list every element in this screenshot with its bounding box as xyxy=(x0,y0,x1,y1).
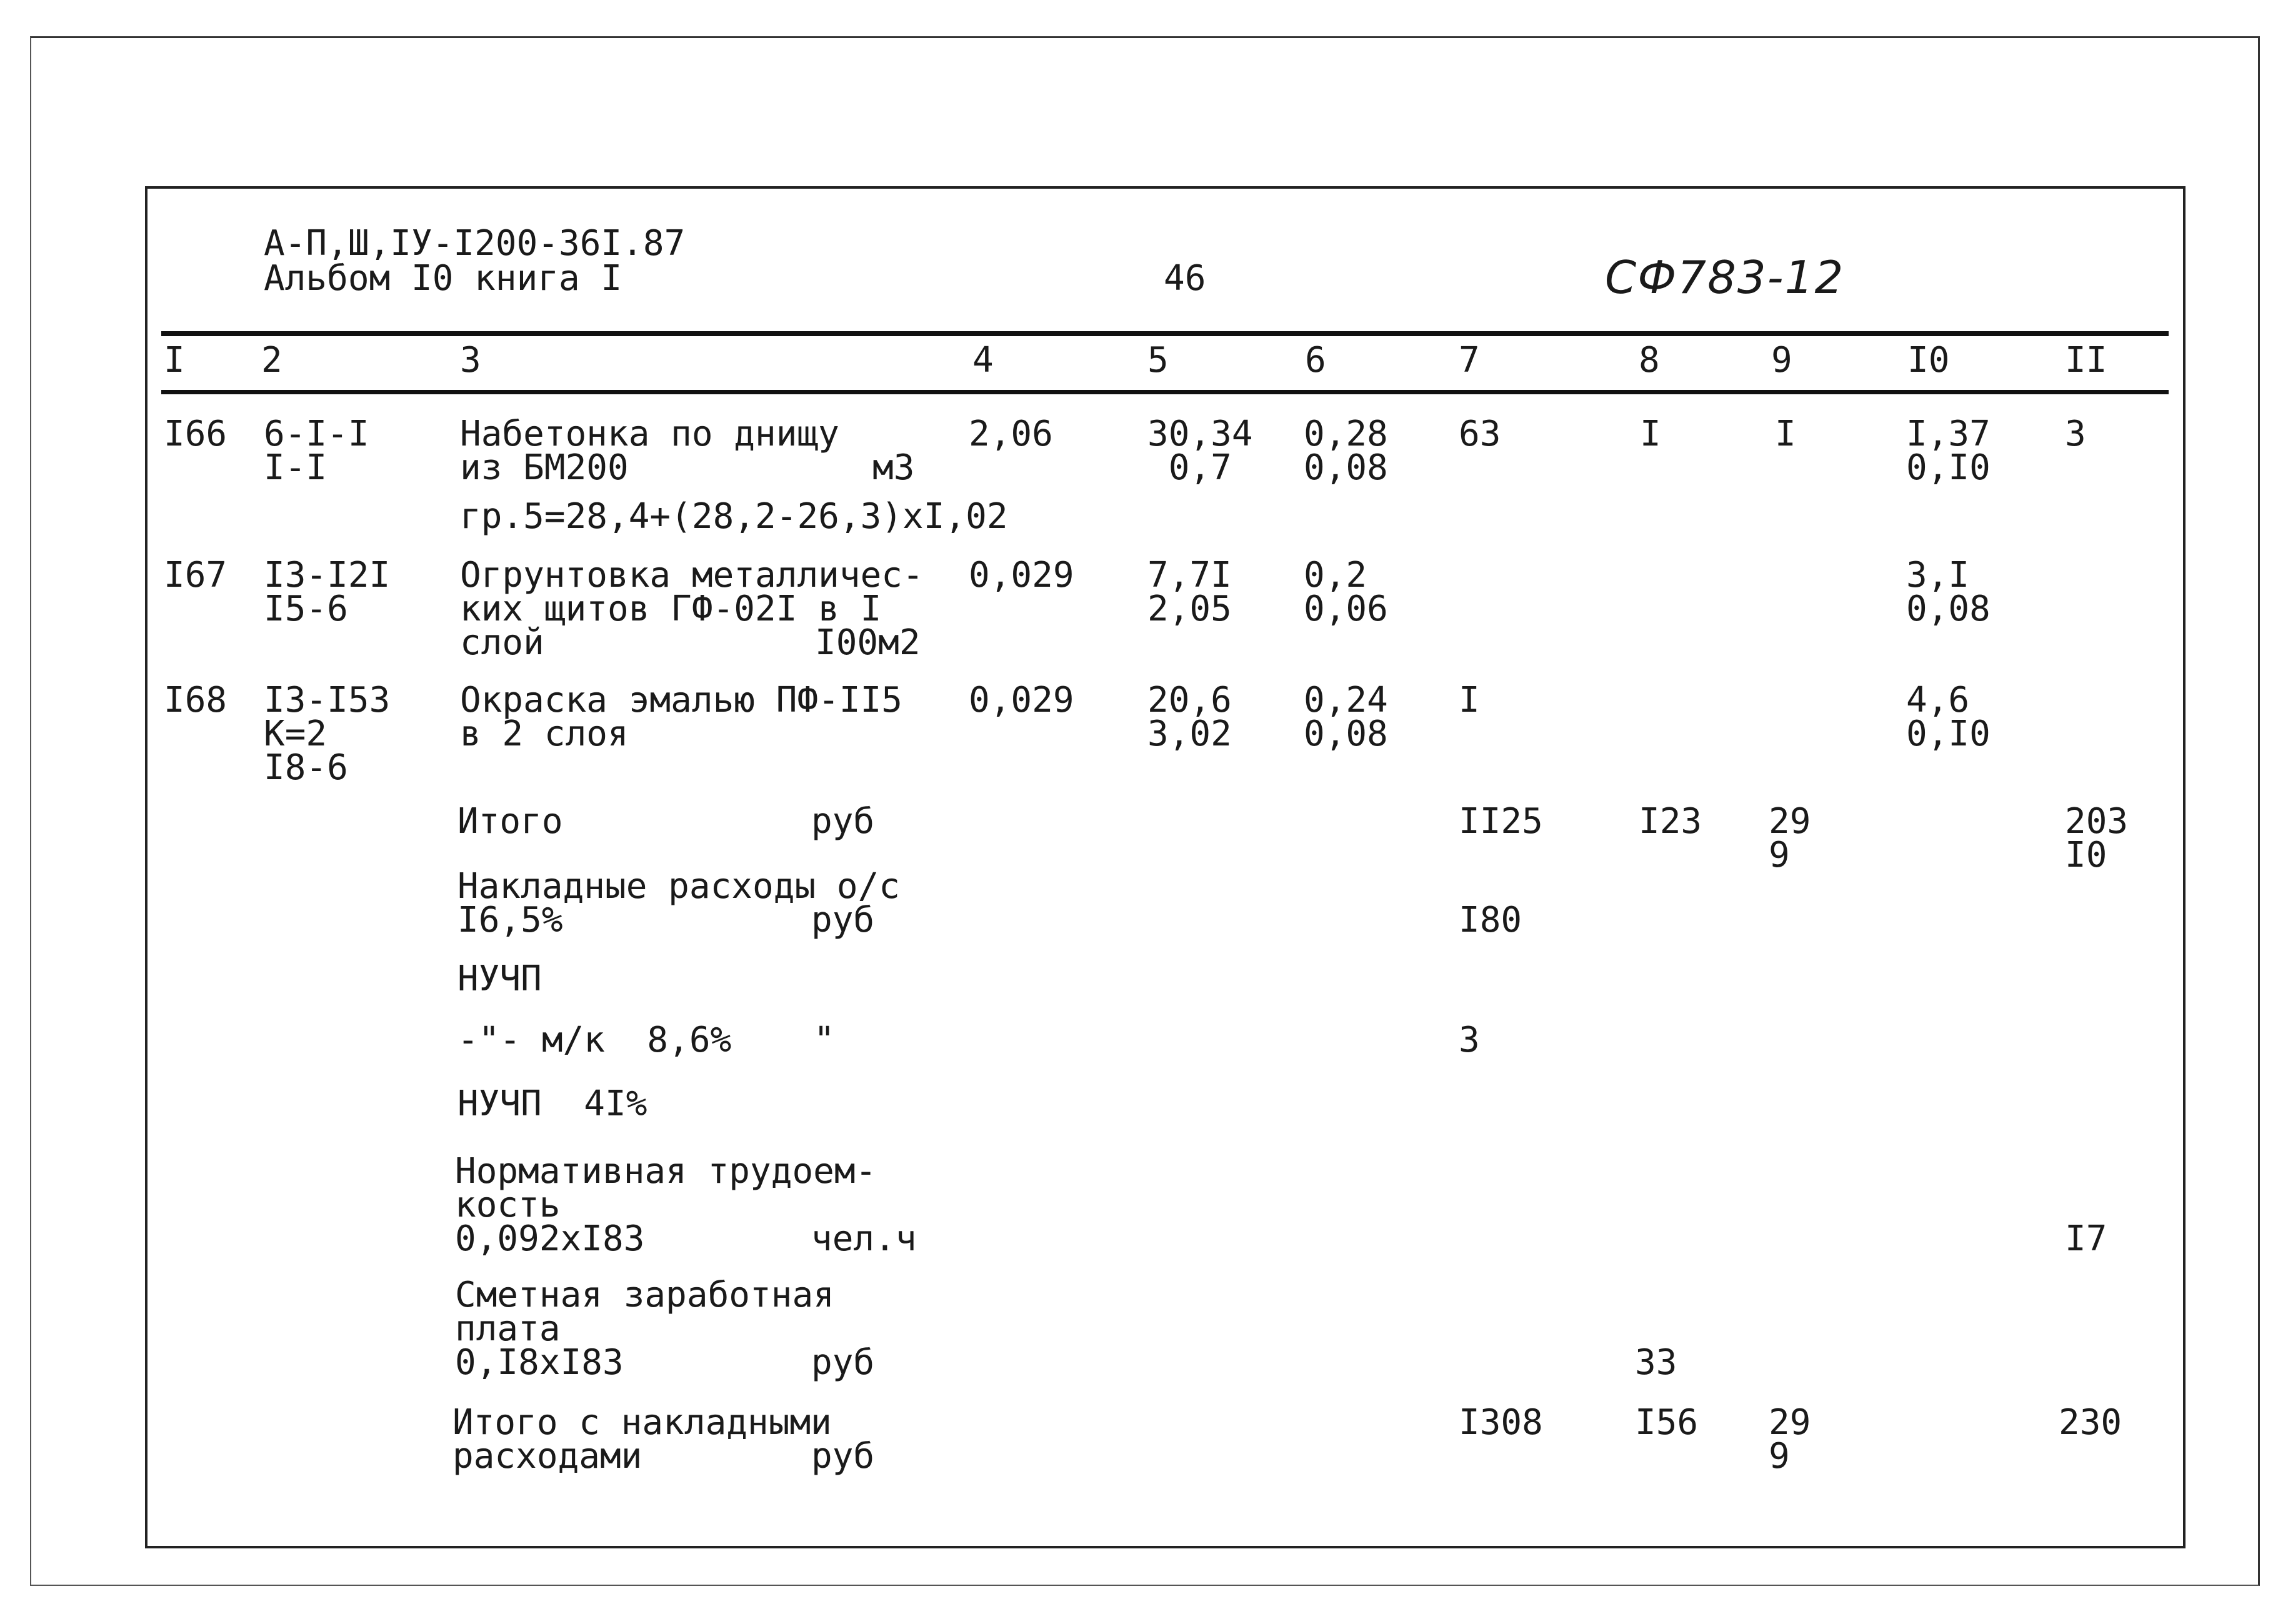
summary-label: Итого с накладными расходами xyxy=(452,1402,832,1477)
summary-unit: чел.ч xyxy=(811,1218,917,1259)
summary-label: Итого xyxy=(457,801,563,842)
row-col5: 30,34 0,7 xyxy=(1147,414,1253,488)
row-col6: 0,2 0,06 xyxy=(1304,555,1388,629)
header-rule-top xyxy=(161,331,2169,336)
doc-code: А-П,Ш,IУ-I200-36I.87 xyxy=(264,223,686,264)
summary-label: НУЧП 4I% xyxy=(457,1083,647,1124)
row-col8: I xyxy=(1640,414,1661,454)
row-unit: I00м2 xyxy=(815,622,921,663)
row-col6: 0,24 0,08 xyxy=(1304,680,1388,754)
row-formula: гр.5=28,4+(28,2-26,3)хI,02 xyxy=(460,496,1008,537)
row-unit: м3 xyxy=(872,447,915,488)
row-number: I66 xyxy=(164,414,227,454)
summary-col9: 29 9 xyxy=(1769,801,1811,875)
row-col7: I xyxy=(1459,680,1480,720)
row-code: 6-I-I I-I xyxy=(264,414,369,488)
row-col11: 3 xyxy=(2065,414,2086,454)
col-header-5: 5 xyxy=(1147,340,1169,381)
summary-col7: I308 xyxy=(1459,1402,1543,1443)
header-rule-bottom xyxy=(161,390,2169,394)
row-col5: 7,7I 2,05 xyxy=(1147,555,1232,629)
summary-col11: 203 I0 xyxy=(2065,801,2129,875)
row-description: Огрунтовка металличес- ких щитов ГФ-02I в I слой xyxy=(460,555,924,663)
col-header-2: 2 xyxy=(261,340,282,381)
row-col4: 2,06 xyxy=(969,414,1053,454)
row-description: Набетонка по днищу из БМ200 xyxy=(460,414,839,488)
row-col10: I,37 0,I0 xyxy=(1906,414,1991,488)
album-title: Альбом I0 книга I xyxy=(264,258,622,299)
col-header-3: 3 xyxy=(460,340,481,381)
sheet-stamp: СФ783-12 xyxy=(1605,251,1845,304)
summary-label: Накладные расходы о/с I6,5% xyxy=(457,866,901,940)
summary-col8: 33 xyxy=(1635,1342,1677,1383)
summary-unit: " xyxy=(814,1020,835,1060)
summary-unit: руб xyxy=(811,801,875,842)
row-description: Окраска эмалью ПФ-II5 в 2 слоя xyxy=(460,680,903,754)
row-col4: 0,029 xyxy=(969,680,1074,720)
row-col6: 0,28 0,08 xyxy=(1304,414,1388,488)
summary-unit: руб xyxy=(811,900,875,940)
col-header-9: 9 xyxy=(1771,340,1792,381)
row-col9: I xyxy=(1775,414,1796,454)
row-col5: 20,6 3,02 xyxy=(1147,680,1232,754)
row-col4: 0,029 xyxy=(969,555,1074,595)
col-header-4: 4 xyxy=(972,340,994,381)
row-number: I67 xyxy=(164,555,227,595)
page-number: 46 xyxy=(1164,258,1206,299)
summary-col7: 3 xyxy=(1459,1020,1480,1060)
col-header-7: 7 xyxy=(1459,340,1480,381)
row-col7: 63 xyxy=(1459,414,1501,454)
summary-label: НУЧП xyxy=(457,959,542,999)
col-header-11: II xyxy=(2065,340,2107,381)
summary-unit: руб xyxy=(811,1436,875,1477)
col-header-1: I xyxy=(164,340,185,381)
row-number: I68 xyxy=(164,680,227,720)
row-col10: 4,6 0,I0 xyxy=(1906,680,1991,754)
col-header-8: 8 xyxy=(1639,340,1660,381)
row-code: I3-I2I I5-6 xyxy=(264,555,391,629)
col-header-6: 6 xyxy=(1305,340,1326,381)
summary-col7: II25 xyxy=(1459,801,1543,842)
summary-col11: I7 xyxy=(2065,1218,2107,1259)
summary-col9: 29 9 xyxy=(1769,1402,1811,1477)
summary-unit: руб xyxy=(811,1342,875,1383)
row-code: I3-I53 К=2 I8-6 xyxy=(264,680,391,788)
summary-label: Сметная заработная плата 0,I8хI83 xyxy=(455,1275,834,1383)
summary-label: Нормативная трудоем- кость 0,092хI83 xyxy=(455,1151,877,1259)
summary-col8: I56 xyxy=(1635,1402,1699,1443)
row-col10: 3,I 0,08 xyxy=(1906,555,1991,629)
summary-col8: I23 xyxy=(1639,801,1702,842)
col-header-10: I0 xyxy=(1907,340,1950,381)
summary-label: -"- м/к 8,6% xyxy=(457,1020,732,1060)
summary-col11: 230 xyxy=(2059,1402,2122,1443)
summary-col7: I80 xyxy=(1459,900,1522,940)
